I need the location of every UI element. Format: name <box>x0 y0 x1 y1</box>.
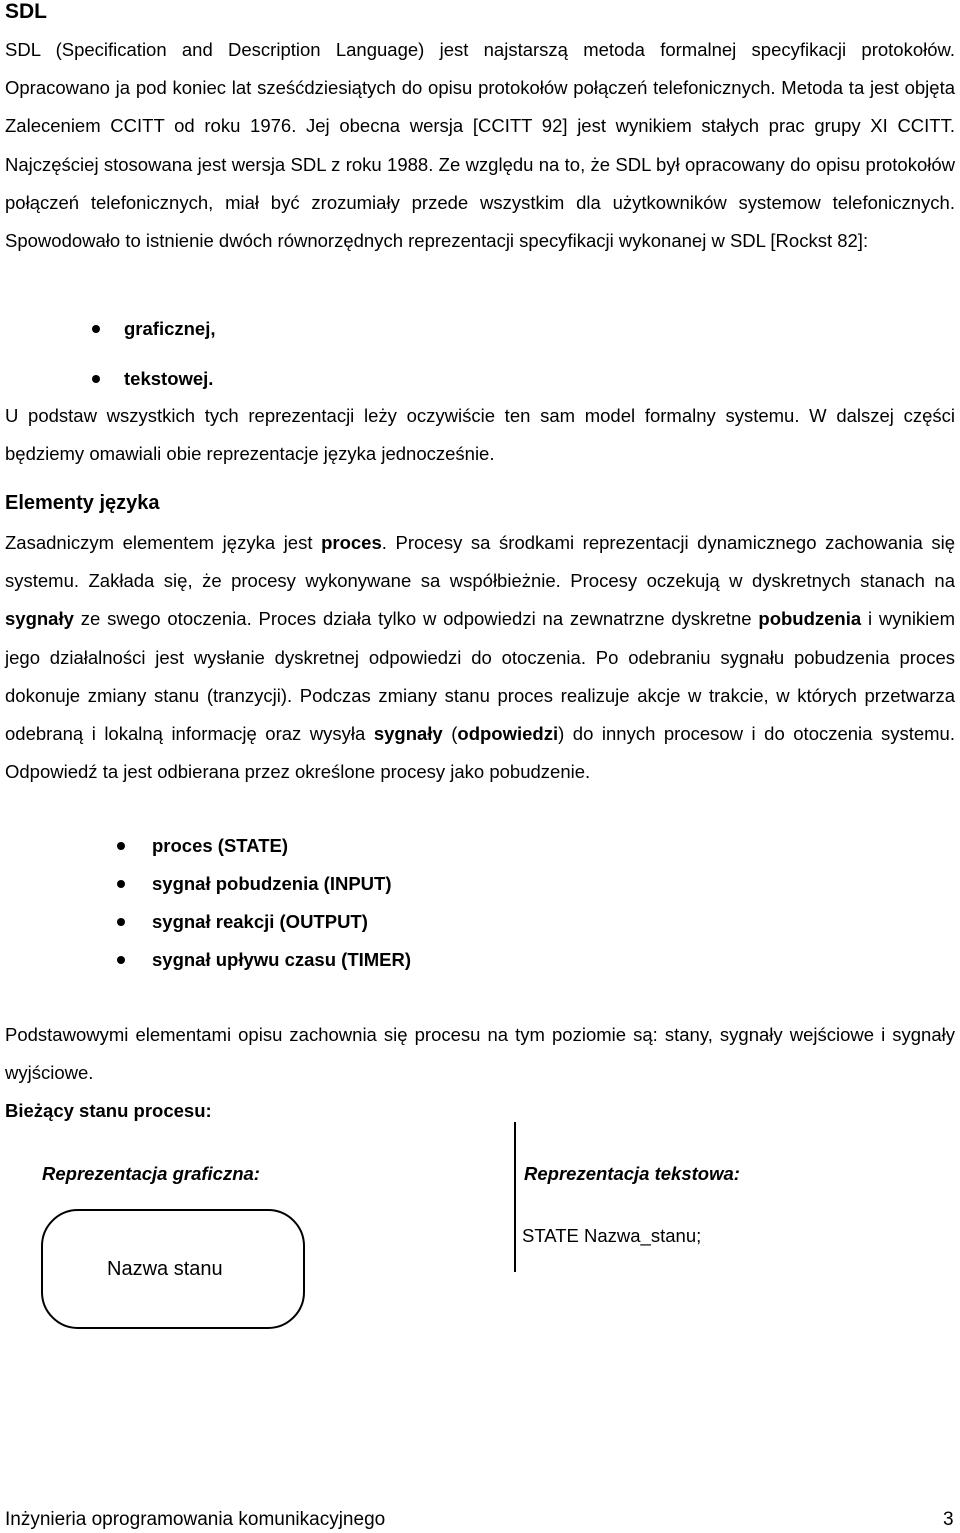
list-item: sygnał pobudzenia (INPUT) <box>152 873 392 894</box>
text-representation-label: Reprezentacja tekstowa: <box>524 1163 740 1184</box>
bullet-icon <box>117 956 125 964</box>
footer-course-title: Inżynieria oprogramowania komunikacyjnego <box>5 1509 386 1530</box>
graphic-representation-label: Reprezentacja graficzna: <box>42 1163 260 1184</box>
term-proces: proces <box>321 532 382 553</box>
bullet-icon <box>117 842 125 850</box>
page-title: SDL <box>5 0 47 23</box>
term-sygnaly: sygnały <box>5 608 74 630</box>
list-item: proces (STATE) <box>152 835 289 856</box>
term-odpowiedzi: odpowiedzi <box>457 723 559 745</box>
basis-paragraph: U podstaw wszystkich tych reprezentacji leży oczywiście ten sam model formalny systemu. W dalszej części będziemy omawiali obie reprezentacje języka jednocześnie. <box>5 405 955 465</box>
state-code: STATE Nazwa_stanu; <box>522 1225 702 1246</box>
state-box-text: Nazwa stanu <box>107 1258 223 1280</box>
column-divider <box>514 1122 516 1272</box>
list-item: sygnał upływu czasu (TIMER) <box>152 949 412 970</box>
basic-elements-paragraph: Podstawowymi elementami opisu zachownia się procesu na tym poziomie są: stany, sygnały wejściowe i sygnały wyjściowe. <box>5 1024 955 1084</box>
bullet-icon <box>117 918 125 926</box>
state-heading: Bieżący stanu procesu: <box>5 1100 212 1121</box>
list-item: sygnał reakcji (OUTPUT) <box>152 911 368 932</box>
bullet-icon <box>92 375 100 383</box>
list-item: tekstowej. <box>124 368 214 389</box>
term-sygnaly-2: sygnały <box>373 723 443 745</box>
section-heading-elements: Elementy języka <box>5 492 160 514</box>
elements-paragraph: Zasadniczym elementem języka jest proces. Procesy sa środkami reprezentacji dynamicznego zachowania się systemu. Zakłada się, że procesy wykonywane sa współbieżnie. Procesy oczekują w dyskretnych stanach na sygnały ze swego otoczenia. Proces działa tylko w odpowiedzi na zewnatrzne dyskretne pobudzenia i wynikiem jego działalności jest wysłanie dyskretnej odpowiedzi do otoczenia. Po odebraniu sygnału pobudzenia proces dokonuje zmiany stanu (tranzycji). Podczas zmiany stanu proces realizuje akcje w trakcie, w których przetwarza odebraną i lokalną informację oraz wysyła sygnały (odpowiedzi) do innych procesow i do otoczenia systemu. Odpowiedź ta jest odbierana przez określone procesy jako pobudzenie. <box>5 532 956 783</box>
bullet-icon <box>92 325 100 333</box>
intro-paragraph: SDL (Specification and Description Language) jest najstarszą metoda formalnej specyfikacji protokołów. Opracowano ja pod koniec lat sześćdziesiątych do opisu protokołów połączeń telefonicznych. Metoda ta jest objęta Zaleceniem CCITT od roku 1976. Jej obecna wersja [CCITT 92] jest wynikiem stałych prac grupy XI CCITT. Najczęściej stosowana jest wersja SDL z roku 1988. Ze względu na to, że SDL był opracowany do opisu protokołów połączeń telefonicznych, miał być zrozumiały przede wszystkim dla użytkowników systemow telefonicznych. Spowodowało to istnienie dwóch równorzędnych reprezentacji specyfikacji wykonanej w SDL [Rockst 82]: <box>5 39 955 252</box>
bullet-icon <box>117 880 125 888</box>
list-item: graficznej, <box>124 318 216 339</box>
page-number: 3 <box>943 1509 954 1530</box>
term-pobudzenia: pobudzenia <box>758 608 862 630</box>
